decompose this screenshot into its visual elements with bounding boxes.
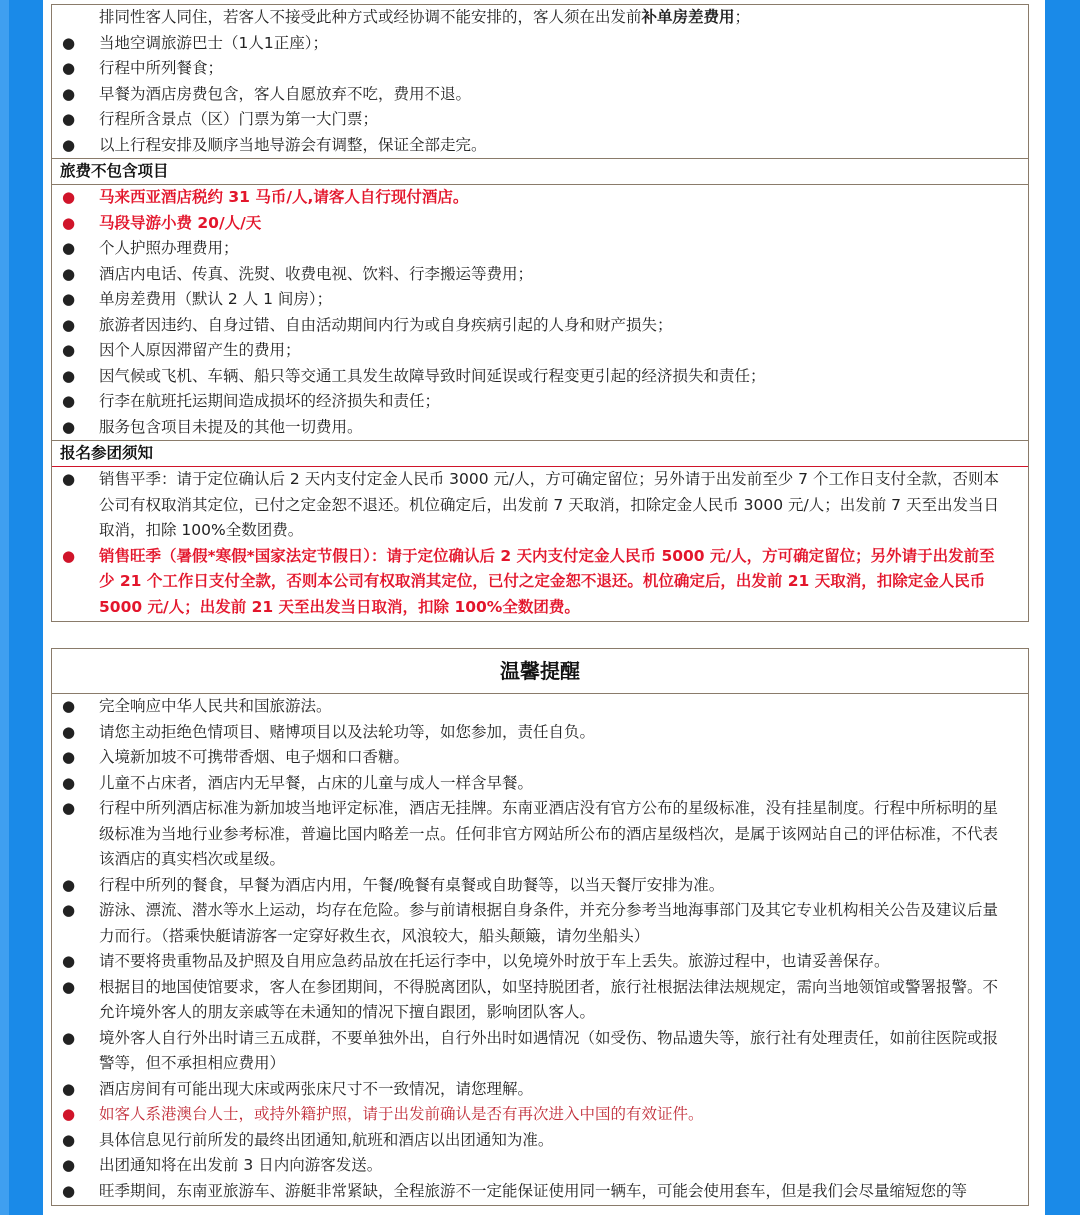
list-item bbox=[52, 771, 1028, 797]
list-item bbox=[52, 1153, 1028, 1179]
excluded-list bbox=[52, 236, 1028, 440]
registration-heading: 报名参团须知 bbox=[52, 440, 1028, 467]
bullet-icon: ● bbox=[62, 84, 76, 103]
list-item-text: 服务包含项目未提及的其他一切费用。 bbox=[99, 417, 363, 436]
included-continuation bbox=[52, 5, 1028, 31]
bullet-icon: ● bbox=[62, 135, 76, 154]
list-item bbox=[52, 1026, 1028, 1077]
list-item bbox=[52, 1128, 1028, 1154]
list-item bbox=[52, 694, 1028, 720]
bullet-icon: ● bbox=[62, 315, 76, 334]
list-item bbox=[52, 720, 1028, 746]
bullet-icon: ● bbox=[62, 1130, 76, 1149]
list-item bbox=[52, 364, 1028, 390]
list-item-text: 行李在航班托运期间造成损坏的经济损失和责任； bbox=[99, 392, 441, 410]
list-item bbox=[52, 31, 1028, 57]
page-edge bbox=[0, 0, 9, 1215]
bullet-icon: ● bbox=[62, 1156, 76, 1174]
list-item-text: 旺季期间，东南亚旅游车、游艇非常紧缺，全程旅游不一定能保证使用同一辆车，可能会使用套车，但是我们会尽量缩短您的等 bbox=[99, 1181, 968, 1200]
bullet-icon: ● bbox=[62, 977, 76, 996]
bullet-icon: ● bbox=[62, 773, 76, 792]
bullet-icon: ● bbox=[62, 213, 76, 232]
list-item bbox=[52, 107, 1028, 133]
list-item bbox=[52, 796, 1028, 873]
low-season-terms bbox=[52, 467, 1028, 544]
list-item-text: 游泳、漂流、潜水等水上运动，均存在危险。参与前请根据自身条件，并充分参考当地海事部门及其它专业机构相关公告及建议后量力而行。（搭乘快艇请游客一定穿好救生衣，风浪较大，船头颠簸，请勿坐船头） bbox=[99, 901, 999, 945]
bullet-icon: ● bbox=[62, 290, 76, 308]
bullet-icon: ● bbox=[62, 722, 76, 741]
bullet-icon: ● bbox=[62, 1105, 76, 1123]
list-item bbox=[52, 56, 1028, 82]
bullet-icon: ● bbox=[62, 1181, 76, 1200]
list-item-text: 出团通知将在出发前 3 日内向游客发送。 bbox=[99, 1156, 383, 1174]
list-item-text: 请您主动拒绝色情项目、赌博项目以及法轮功等，如您参加，责任自负。 bbox=[99, 722, 596, 741]
list-item bbox=[52, 185, 1028, 211]
bullet-icon: ● bbox=[62, 33, 76, 52]
list-item bbox=[52, 338, 1028, 364]
included-list bbox=[52, 31, 1028, 159]
list-item-text: 行程中所列的餐食，早餐为酒店内用，午餐/晚餐有桌餐或自助餐等，以当天餐厅安排为准。 bbox=[99, 875, 725, 894]
list-item-text: 个人护照办理费用； bbox=[99, 239, 239, 257]
list-item bbox=[52, 1077, 1028, 1103]
list-item bbox=[52, 262, 1028, 288]
bullet-icon: ● bbox=[62, 59, 76, 77]
list-item bbox=[52, 975, 1028, 1026]
list-item-text: 入境新加坡不可携带香烟、电子烟和口香糖。 bbox=[99, 748, 410, 766]
bullet-icon: ● bbox=[62, 799, 76, 817]
list-item bbox=[52, 133, 1028, 159]
bullet-icon: ● bbox=[62, 546, 76, 565]
bullet-icon: ● bbox=[62, 188, 76, 206]
document-panel bbox=[43, 0, 1045, 1215]
bullet-icon: ● bbox=[62, 470, 76, 488]
list-item bbox=[52, 745, 1028, 771]
list-item bbox=[52, 873, 1028, 899]
reminders-table bbox=[51, 648, 1029, 1206]
list-item-text: 儿童不占床者，酒店内无早餐，占床的儿童与成人一样含早餐。 bbox=[99, 773, 534, 792]
list-item-text: 马段导游小费 20/人/天 bbox=[99, 213, 262, 232]
bullet-icon: ● bbox=[62, 875, 76, 894]
peak-season-text: 销售旺季（暑假*寒假*国家法定节假日）：请于定位确认后 2 天内支付定金人民币 5000 元/人，方可确定留位；另外请于出发前至少 21 个工作日支付全款，否则本公司有权取消其定位，已付之定金恕不退还。机位确定后，出发前 21 天取消，扣除定金人民币 5000 元/人；出发前 21 天至出发当日取消，扣除 100%全数团费。 bbox=[99, 546, 995, 616]
bullet-icon: ● bbox=[62, 1079, 76, 1098]
single-room-supplement-emphasis: 补单房差费用 bbox=[641, 8, 735, 26]
list-item bbox=[52, 949, 1028, 975]
list-item-text: 旅游者因违约、自身过错、自由活动期间内行为或自身疾病引起的人身和财产损失； bbox=[99, 315, 673, 334]
list-item bbox=[52, 236, 1028, 262]
list-item bbox=[52, 82, 1028, 108]
list-item-text: 请不要将贵重物品及护照及自用应急药品放在托运行李中，以免境外时放于车上丢失。旅游过程中，也请妥善保存。 bbox=[99, 952, 890, 970]
list-item bbox=[52, 313, 1028, 339]
bullet-icon: ● bbox=[62, 952, 76, 970]
list-item-text: 行程中所列餐食； bbox=[99, 59, 224, 77]
list-item-text: 马来西亚酒店税约 31 马币/人,请客人自行现付酒店。 bbox=[99, 188, 469, 206]
list-item bbox=[52, 211, 1028, 237]
bullet-icon: ● bbox=[62, 341, 76, 359]
list-item-text: 单房差费用（默认 2 人 1 间房）； bbox=[99, 290, 333, 308]
bullet-icon: ● bbox=[62, 697, 76, 715]
list-item bbox=[52, 898, 1028, 949]
bullet-icon: ● bbox=[62, 110, 76, 128]
list-item-text: 当地空调旅游巴士（1人1正座）； bbox=[99, 33, 328, 52]
bullet-icon: ● bbox=[62, 901, 76, 919]
continuation-tail: ； bbox=[734, 8, 751, 26]
list-item-text: 酒店内电话、传真、洗熨、收费电视、饮料、行李搬运等费用； bbox=[99, 264, 534, 283]
bullet-icon: ● bbox=[62, 366, 76, 385]
bullet-icon: ● bbox=[62, 1028, 76, 1047]
list-item-text: 境外客人自行外出时请三五成群，不要单独外出，自行外出时如遇情况（如受伤、物品遗失等，旅行社有处理责任，如前往医院或报警等，但不承担相应费用） bbox=[99, 1028, 999, 1072]
bullet-icon: ● bbox=[62, 748, 76, 766]
list-item-text: 酒店房间有可能出现大床或两张床尺寸不一致情况，请您理解。 bbox=[99, 1079, 534, 1098]
excluded-red-list bbox=[52, 185, 1028, 236]
list-item bbox=[52, 415, 1028, 441]
bullet-icon: ● bbox=[62, 264, 76, 283]
list-item-text: 行程所含景点（区）门票为第一大门票； bbox=[99, 110, 379, 128]
low-season-text: 销售平季：请于定位确认后 2 天内支付定金人民币 3000 元/人，方可确定留位；另外请于出发前至少 7 个工作日支付全款，否则本公司有权取消其定位，已付之定金恕不退还。机位确定后，出发前 7 天取消，扣除定金人民币 3000 元/人；出发前 7 天至出发当日取消，扣除 100%全数团费。 bbox=[99, 470, 999, 539]
peak-season-terms bbox=[52, 544, 1028, 621]
fee-terms-table bbox=[51, 4, 1029, 622]
bullet-icon: ● bbox=[62, 417, 76, 436]
list-item-text: 具体信息见行前所发的最终出团通知,航班和酒店以出团通知为准。 bbox=[99, 1130, 554, 1149]
excluded-heading: 旅费不包含项目 bbox=[52, 158, 1028, 185]
reminders-list bbox=[52, 694, 1028, 1204]
bullet-icon: ● bbox=[62, 239, 76, 257]
list-item bbox=[52, 1179, 1028, 1205]
list-item-text: 根据目的地国使馆要求，客人在参团期间，不得脱离团队，如坚持脱团者，旅行社根据法律法规规定，需向当地领馆或警署报警。不允许境外客人的朋友亲戚等在未通知的情况下擅自跟团，影响团队客人。 bbox=[99, 977, 999, 1021]
list-item bbox=[52, 1102, 1028, 1128]
list-item-text: 行程中所列酒店标准为新加坡当地评定标准，酒店无挂牌。东南亚酒店没有官方公布的星级标准，没有挂星制度。行程中所标明的星级标准为当地行业参考标准，普遍比国内略差一点。任何非官方网站所公布的酒店星级档次，是属于该网站自己的评估标准，不代表该酒店的真实档次或星级。 bbox=[99, 799, 999, 868]
bullet-icon: ● bbox=[62, 392, 76, 410]
list-item-text: 如客人系港澳台人士，或持外籍护照，请于出发前确认是否有再次进入中国的有效证件。 bbox=[99, 1105, 704, 1123]
list-item bbox=[52, 389, 1028, 415]
list-item-text: 因个人原因滞留产生的费用； bbox=[99, 341, 301, 359]
continuation-text: 排同性客人同住，若客人不接受此种方式或经协调不能安排的，客人须在出发前 bbox=[99, 8, 642, 26]
reminders-title: 温馨提醒 bbox=[52, 649, 1028, 694]
list-item-text: 因气候或飞机、车辆、船只等交通工具发生故障导致时间延误或行程变更引起的经济损失和责任； bbox=[99, 366, 766, 385]
list-item-text: 早餐为酒店房费包含，客人自愿放弃不吃，费用不退。 bbox=[99, 84, 472, 103]
list-item-text: 完全响应中华人民共和国旅游法。 bbox=[99, 697, 332, 715]
list-item-text: 以上行程安排及顺序当地导游会有调整，保证全部走完。 bbox=[99, 135, 487, 154]
list-item bbox=[52, 287, 1028, 313]
